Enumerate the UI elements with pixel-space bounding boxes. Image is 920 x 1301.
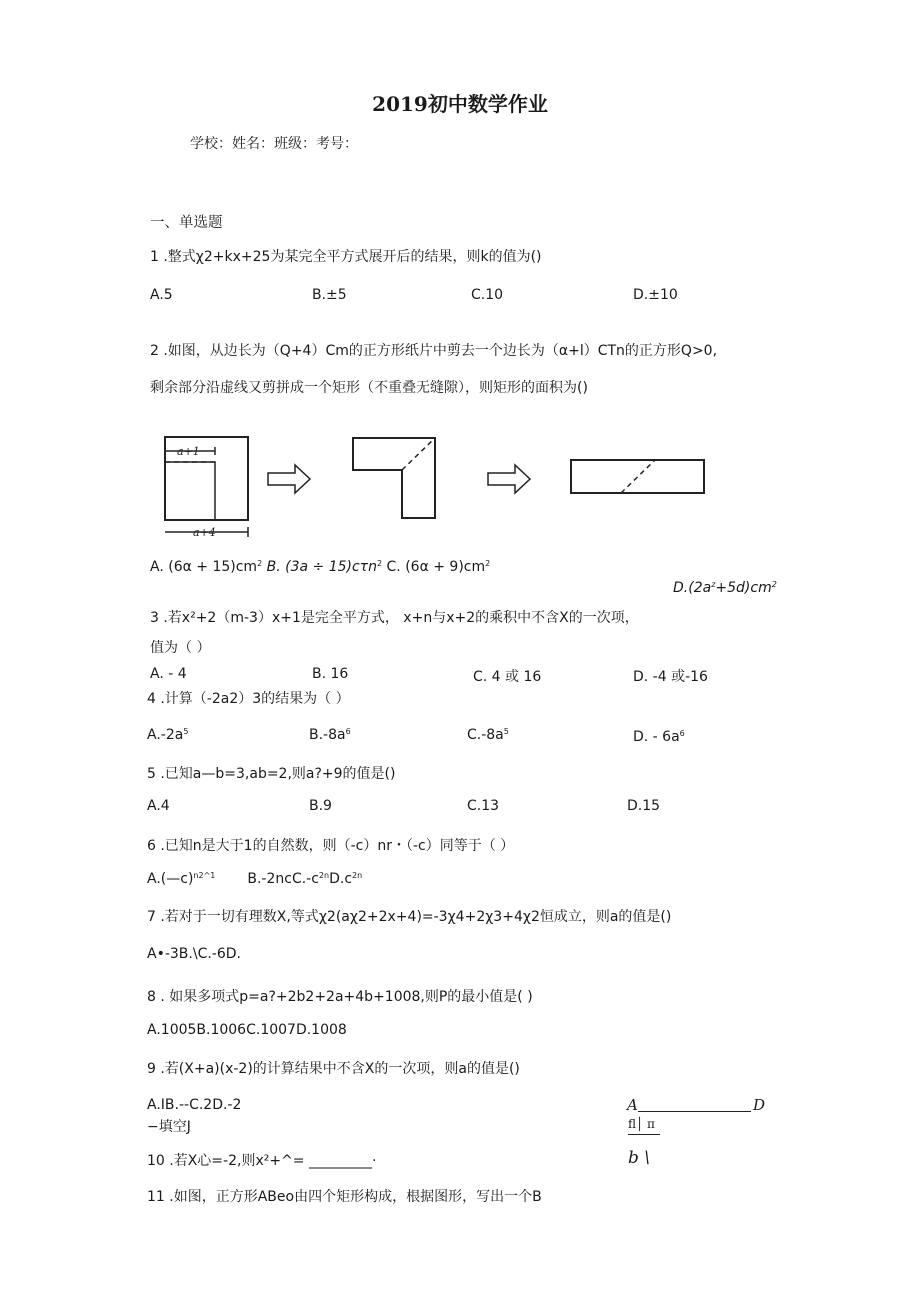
arrow-right-icon bbox=[488, 465, 530, 493]
student-info-line: 学校：姓名：班级：考号： bbox=[190, 136, 358, 152]
figure-inner-line bbox=[628, 1134, 660, 1135]
section-heading-single-choice: 一、单选题 bbox=[150, 215, 223, 231]
question-6-options: A.(—c)$^{n2\^{}1}$ $B.-2ncC.-c^{2n}D.c^{2n}$ bbox=[147, 871, 363, 887]
question-5-option-c: C.13 bbox=[467, 798, 500, 814]
question-9-text: 9 .若(X+a)(x-2)的计算结果中不含X的一次项，则a的值是() bbox=[147, 1061, 520, 1077]
question-1-option-d: D.±10 bbox=[633, 287, 678, 303]
question-4-text: 4 .计算（-2a2）3的结果为（ ） bbox=[147, 691, 350, 707]
question-3-option-c: C. 4 或 16 bbox=[473, 669, 542, 685]
figure-label-b: b \ bbox=[628, 1148, 651, 1168]
question-3-option-d: D. -4 或-16 bbox=[633, 669, 708, 685]
question-5-option-b: B.9 bbox=[309, 798, 332, 814]
question-9-options: A.ⅠB.--C.2D.-2 bbox=[147, 1097, 242, 1113]
question-4-option-d: D. - $6a^6$ bbox=[633, 729, 685, 745]
page-title: 2019初中数学作业 bbox=[372, 92, 548, 116]
question-2-option-d: $D.(2a^z+5d)cm^2$ bbox=[673, 580, 777, 596]
figure-label-a: A bbox=[627, 1096, 638, 1114]
figure-square-with-cutout bbox=[165, 437, 248, 539]
question-8-options: A.1005B.1006C.1007D.1008 bbox=[147, 1022, 347, 1038]
question-3-line-1: 3 .若x²+2（m-3）x+1是完全平方式， x+n与x+2的乘积中不含X的一次项， bbox=[150, 610, 639, 626]
question-2-figure bbox=[150, 425, 720, 540]
question-6-text: 6 .已知n是大于1的自然数，则（-c）nr・（-c）同等于（ ） bbox=[147, 838, 515, 854]
question-7-options: A•-3B.\C.-6D. bbox=[147, 946, 241, 962]
question-5-text: 5 .已知a—b=3,ab=2,则a?+9的值是() bbox=[147, 766, 396, 782]
question-1-option-a: A.5 bbox=[150, 287, 173, 303]
question-3-option-b: B. 16 bbox=[312, 666, 349, 682]
label-a-plus-4: a+4 bbox=[193, 526, 216, 539]
question-3-line-2: 值为（ ） bbox=[150, 640, 211, 656]
question-1-text: 1 .整式χ2+kx+25为某完全平方式展开后的结果，则k的值为() bbox=[150, 249, 542, 265]
arrow-right-icon bbox=[268, 465, 310, 493]
question-10-text: 10 .若X心=-2,则x²+^= _________· bbox=[147, 1153, 377, 1169]
question-3-option-a: A. - 4 bbox=[150, 666, 187, 682]
question-2-line-1: 2 .如图，从边长为（Q+4）Cm的正方形纸片中剪去一个边长为（α+l）CTn的正方形Q>0, bbox=[150, 343, 718, 359]
label-a-plus-1: a+1 bbox=[177, 445, 200, 458]
figure-top-edge bbox=[638, 1111, 751, 1112]
question-4-option-b: $B.-8a^6$ bbox=[309, 727, 351, 743]
figure-label-d: D bbox=[753, 1096, 766, 1114]
question-5-option-a: A.4 bbox=[147, 798, 170, 814]
section-heading-fill-in: −填空J bbox=[147, 1119, 191, 1135]
question-2-options-abc: A. $(6\alpha + 15)cm^2$ B. (3a ÷ 15)cτn$^2$ C. $(6\alpha + 9)cm^2$ bbox=[150, 559, 491, 575]
question-2-line-2: 剩余部分沿虚线又剪拼成一个矩形（不重叠无缝隙），则矩形的面积为() bbox=[150, 380, 588, 396]
question-5-option-d: D.15 bbox=[627, 798, 661, 814]
question-1-option-b: B.±5 bbox=[312, 287, 347, 303]
question-8-text: 8 . 如果多项式p=a?+2b2+2a+4b+1008,则P的最小值是( ) bbox=[147, 989, 533, 1005]
question-7-text: 7 .若对于一切有理数X,等式χ2(aχ2+2x+4)=-3χ4+2χ3+4χ2恒成立，则a的值是() bbox=[147, 909, 672, 925]
figure-inner-marks: fl│ π bbox=[628, 1117, 655, 1131]
question-4-option-a: $A.-2a^5$ bbox=[147, 727, 189, 743]
figure-rectangle bbox=[571, 460, 704, 493]
question-11-text: 11 .如图，正方形ABeo由四个矩形构成，根据图形，写出一个B bbox=[147, 1189, 542, 1205]
question-4-option-c: $C.-8a^5$ bbox=[467, 727, 509, 743]
question-1-option-c: C.10 bbox=[471, 287, 504, 303]
